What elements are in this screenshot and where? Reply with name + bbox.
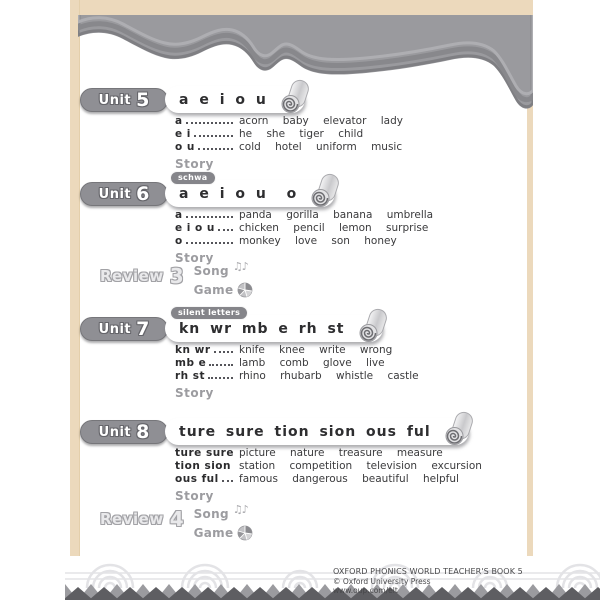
unit-6-heading: a e i o u o (179, 185, 298, 202)
unit-number: 8 (136, 420, 150, 443)
example-words: monkey love son honey (239, 235, 397, 247)
game-label: Game (193, 283, 234, 297)
scroll-icon (355, 307, 389, 343)
phonics-row (175, 115, 525, 128)
example-words: famous dangerous beautiful helpful (239, 473, 459, 485)
unit-5-heading: a e i o u (179, 91, 267, 108)
music-notes-icon: ♫♪ (232, 259, 248, 273)
unit-5-rows (175, 115, 525, 171)
phonics-row (175, 357, 525, 370)
phonics-label: e i o u (175, 222, 215, 234)
review-label: Review (100, 267, 164, 285)
phonics-label: e i (175, 128, 191, 140)
review-label: Review (100, 510, 164, 528)
dotted-leader (198, 148, 233, 150)
unit-label: Unit (98, 424, 132, 440)
song-label: Song (193, 264, 229, 278)
phonics-row (175, 128, 525, 141)
example-words: panda gorilla banana umbrella (239, 209, 434, 221)
phonics-label: o u (175, 141, 195, 153)
unit-label: Unit (98, 321, 132, 337)
footer (333, 567, 523, 596)
unit-number: 7 (136, 317, 150, 340)
phonics-label: mb e (175, 357, 207, 369)
review-3-badge (100, 266, 184, 286)
phonics-label: ture sure (175, 447, 234, 459)
story-label: Story (175, 386, 214, 400)
unit-6-badge (80, 182, 168, 206)
story-label: Story (175, 157, 214, 171)
unit-7-badge (80, 317, 168, 341)
example-words: station competition television excursion (239, 460, 482, 472)
example-words: chicken pencil lemon surprise (239, 222, 429, 234)
unit-7-tag: silent letters (170, 306, 248, 320)
unit-label: Unit (98, 92, 132, 108)
footer-url: www.oup.com/elt (333, 586, 398, 595)
dotted-leader (222, 480, 233, 482)
review-number: 4 (169, 507, 184, 531)
phonics-row (175, 460, 525, 473)
dotted-leader (209, 364, 233, 366)
unit-8-rows (175, 447, 525, 503)
example-words: rhino rhubarb whistle castle (239, 370, 419, 382)
song-label: Song (193, 507, 229, 521)
example-words: he she tiger child (239, 128, 364, 140)
phonics-row (175, 141, 525, 154)
phonics-label: ous ful (175, 473, 219, 485)
review-number: 3 (169, 264, 184, 288)
phonics-row (175, 235, 525, 248)
example-words: picture nature treasure measure (239, 447, 443, 459)
unit-5-heading-bar (165, 86, 305, 113)
phonics-row (175, 473, 525, 486)
game-item (194, 525, 254, 541)
song-item (193, 502, 254, 521)
unit-label: Unit (98, 186, 132, 202)
dotted-leader (208, 377, 233, 379)
unit-7-heading: kn wr mb e rh st (179, 320, 345, 337)
phonics-row (175, 209, 525, 222)
unit-6-rows (175, 209, 525, 265)
unit-7-rows (175, 344, 525, 400)
unit-number: 6 (136, 182, 150, 205)
unit-5-badge (80, 88, 168, 112)
phonics-label: rh st (175, 370, 206, 382)
unit-8-heading: ture sure tion sion ous ful (179, 423, 431, 440)
game-item (194, 282, 254, 298)
review-4-section (100, 502, 253, 541)
page-edge-top (70, 0, 533, 16)
footer-book-title: OXFORD PHONICS WORLD TEACHER'S BOOK 5 (333, 567, 523, 576)
story-label: Story (175, 489, 214, 503)
dotted-leader (186, 216, 233, 218)
example-words: acorn baby elevator lady (239, 115, 403, 127)
example-words: cold hotel uniform music (239, 141, 403, 153)
game-disc-icon (237, 282, 253, 298)
dotted-leader (186, 242, 233, 244)
example-words: lamb comb glove live (239, 357, 385, 369)
unit-8-heading-bar (165, 418, 469, 445)
phonics-label: o (175, 235, 183, 247)
phonics-label: kn wr (175, 344, 211, 356)
phonics-row (175, 222, 525, 235)
dotted-leader (214, 351, 234, 353)
dotted-leader (218, 229, 233, 231)
story-label: Story (175, 251, 214, 265)
phonics-label: tion sion (175, 460, 232, 472)
game-disc-icon (237, 525, 253, 541)
review-3-section (100, 259, 253, 298)
scroll-icon (307, 172, 341, 208)
scroll-icon (277, 78, 311, 114)
review-4-badge (100, 509, 184, 529)
dotted-leader (186, 122, 233, 124)
unit-6-tag: schwa (170, 171, 216, 185)
footer-copyright: © Oxford University Press (333, 576, 431, 586)
example-words: knife knee write wrong (239, 344, 393, 356)
unit-number: 5 (136, 88, 150, 111)
dotted-leader (194, 135, 233, 137)
music-notes-icon: ♫♪ (232, 502, 248, 516)
phonics-label: a (175, 209, 183, 221)
phonics-row (175, 370, 525, 383)
unit-8-badge (80, 420, 168, 444)
phonics-row (175, 344, 525, 357)
phonics-label: a (175, 115, 183, 127)
phonics-row (175, 447, 525, 460)
game-label: Game (193, 526, 234, 540)
song-item (193, 259, 254, 278)
scroll-icon (441, 410, 475, 446)
